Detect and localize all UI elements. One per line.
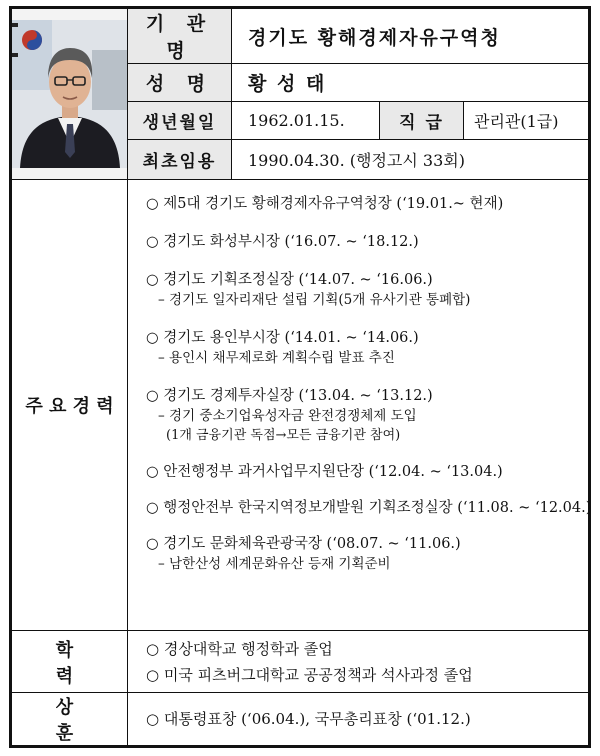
org-label: 기 관 명 [128,9,232,64]
career-item [146,498,592,518]
career-label: 주 요 경 력 [12,180,128,631]
profile-table [11,8,592,746]
birth-label: 생년월일 [128,102,232,140]
career-item-title: ○ 경기도 화성부시장 (‘16.07. ~ ‘18.12.) [146,234,419,250]
portrait-photo [12,9,128,180]
education-list [128,631,589,693]
career-item [146,328,580,368]
career-item-title: ○ 경기도 문화체육관광국장 (‘08.07. ~ ‘11.06.) [146,536,461,552]
career-item [146,386,580,446]
career-item-title: ○ 경기도 용인부시장 (‘14.01. ~ ‘14.06.) [146,330,419,346]
awards-list [128,693,589,746]
career-item [146,194,580,214]
career-item [146,534,580,574]
career-item-detail: – 경기도 일자리재단 설립 기획(5개 유사기관 통폐합) [158,292,471,308]
first-appointment-label: 최초임용 [128,140,232,180]
career-item [146,462,580,482]
org-value: 경기도 황해경제자유구역청 [232,9,589,64]
first-appointment-value: 1990.04.30. (행정고시 33회) [232,140,589,180]
career-item [146,270,580,310]
grade-value: 관리관(1급) [464,102,589,140]
career-item-detail: – 남한산성 세계문화유산 등재 기획준비 [158,556,391,572]
career-list [128,180,592,631]
education-item: ○ 미국 피츠버그대학교 공공정책과 석사과정 졸업 [146,665,473,684]
career-item [146,232,580,252]
career-items [146,194,592,574]
birth-value: 1962.01.15. [232,102,380,140]
award-item: ○ 대통령표창 (‘06.04.), 국무총리표창 (‘01.12.) [146,710,471,728]
career-item-title: ○ 행정안전부 한국지역정보개발원 기획조정실장 (‘11.08. ~ ‘12.04.) [146,500,592,516]
career-item-title: ○ 안전행정부 과거사업무지원단장 (‘12.04. ~ ‘13.04.) [146,464,503,480]
profile-sheet [9,6,591,748]
awards-label: 상 훈 [12,693,128,746]
career-item-note: (1개 금융기관 독점→모든 금융기관 참여) [166,428,401,443]
career-item-detail: – 용인시 채무제로화 계획수립 발표 추진 [158,350,395,366]
name-label: 성 명 [128,64,232,102]
education-item: ○ 경상대학교 행정학과 졸업 [146,639,333,658]
grade-label: 직 급 [380,102,464,140]
portrait-illustration [12,20,128,168]
career-item-title: ○ 제5대 경기도 황해경제자유구역청장 (‘19.01.~ 현재) [146,196,504,212]
career-item-title: ○ 경기도 경제투자실장 (‘13.04. ~ ‘13.12.) [146,388,433,404]
career-item-title: ○ 경기도 기획조정실장 (‘14.07. ~ ‘16.06.) [146,272,433,288]
career-item-detail: – 경기 중소기업육성자금 완전경쟁체제 도입 [158,408,417,424]
education-label: 학 력 [12,631,128,693]
name-value: 황 성 태 [232,64,589,102]
